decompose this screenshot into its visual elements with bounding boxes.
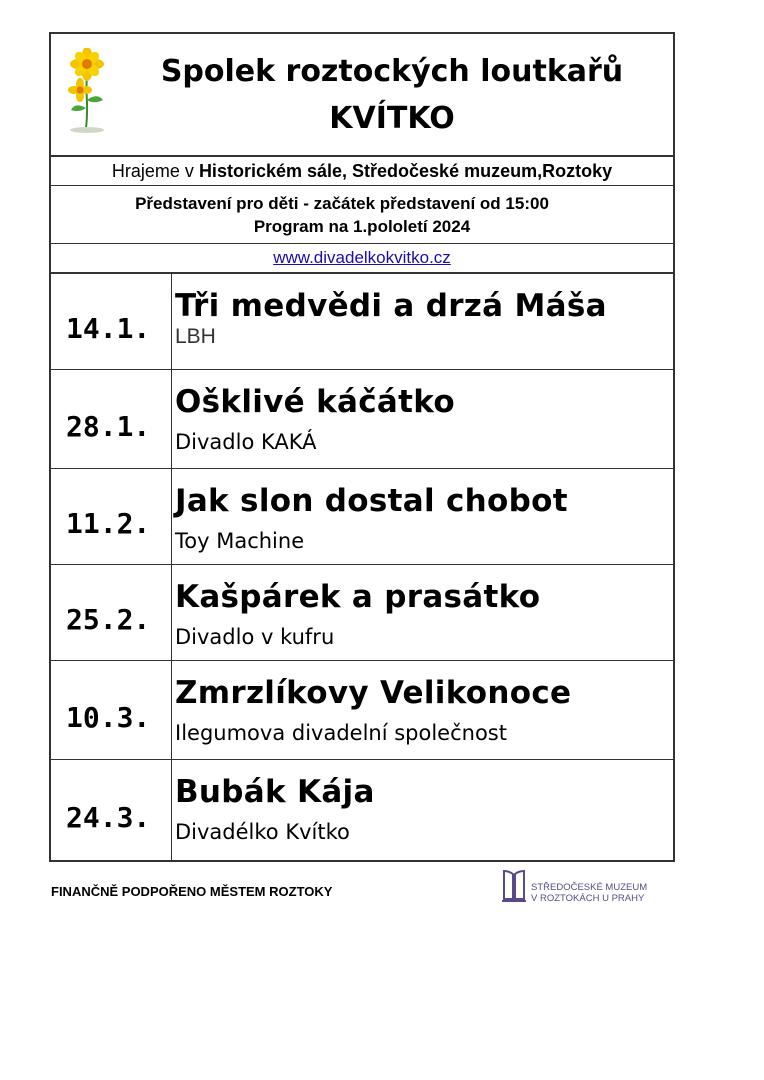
show-date: 11.2. (51, 469, 172, 564)
show-details (172, 274, 673, 369)
show-title: Tři medvědi a drzá Máša (175, 288, 607, 324)
show-title: Zmrzlíkovy Velikonoce (175, 675, 572, 711)
show-title: Kašpárek a prasátko (175, 579, 541, 615)
venue-place: Historickém sále, Středočeské muzeum,Roztoky (198, 161, 613, 181)
show-date: 10.3. (51, 661, 172, 759)
show-date: 24.3. (51, 760, 172, 860)
program-row (51, 370, 673, 469)
book-icon (501, 868, 527, 904)
sponsor-note: FINANČNĚ PODPOŘENO MĚSTEM ROZTOKY (51, 884, 333, 899)
show-details (172, 760, 673, 860)
program-row (51, 760, 673, 860)
show-title: Jak slon dostal chobot (175, 483, 568, 519)
website-link[interactable]: www.divadelkokvitko.cz (273, 248, 451, 267)
show-date: 25.2. (51, 565, 172, 660)
program-sheet (49, 32, 675, 862)
header (51, 34, 673, 157)
troupe-name: Toy Machine (175, 529, 305, 553)
program-table (51, 274, 673, 860)
program-period: Program na 1.pololetí 2024 (253, 217, 471, 236)
show-details (172, 661, 673, 759)
show-details (172, 565, 673, 660)
program-row (51, 274, 673, 370)
museum-location: V ROZTOKÁCH U PRAHY (531, 893, 645, 904)
troupe-name: Ilegumova divadelní společnost (175, 721, 507, 745)
show-date: 28.1. (51, 370, 172, 468)
flower-icon (67, 48, 107, 134)
museum-name: STŘEDOČESKÉ MUZEUM (531, 882, 648, 893)
show-title: Ošklivé káčátko (175, 384, 455, 420)
show-title: Bubák Kája (175, 774, 375, 810)
website-row (51, 244, 673, 274)
show-details (172, 370, 673, 468)
troupe-name: LBH (175, 325, 216, 348)
club-title: Spolek roztockých loutkařů (160, 54, 624, 89)
start-time-note: Představení pro děti - začátek představení od 15:00 (135, 194, 549, 213)
program-row (51, 565, 673, 661)
museum-logo (501, 868, 647, 904)
troupe-name: Divadlo v kufru (175, 625, 335, 649)
venue-line (51, 157, 673, 186)
show-date: 14.1. (51, 274, 172, 369)
program-row (51, 469, 673, 565)
program-row (51, 661, 673, 760)
show-details (172, 469, 673, 564)
program-info (51, 186, 673, 244)
club-name: KVÍTKO (329, 101, 455, 136)
troupe-name: Divadélko Kvítko (175, 820, 350, 844)
venue-prefix: Hrajeme v (111, 161, 199, 181)
troupe-name: Divadlo KAKÁ (175, 430, 317, 454)
